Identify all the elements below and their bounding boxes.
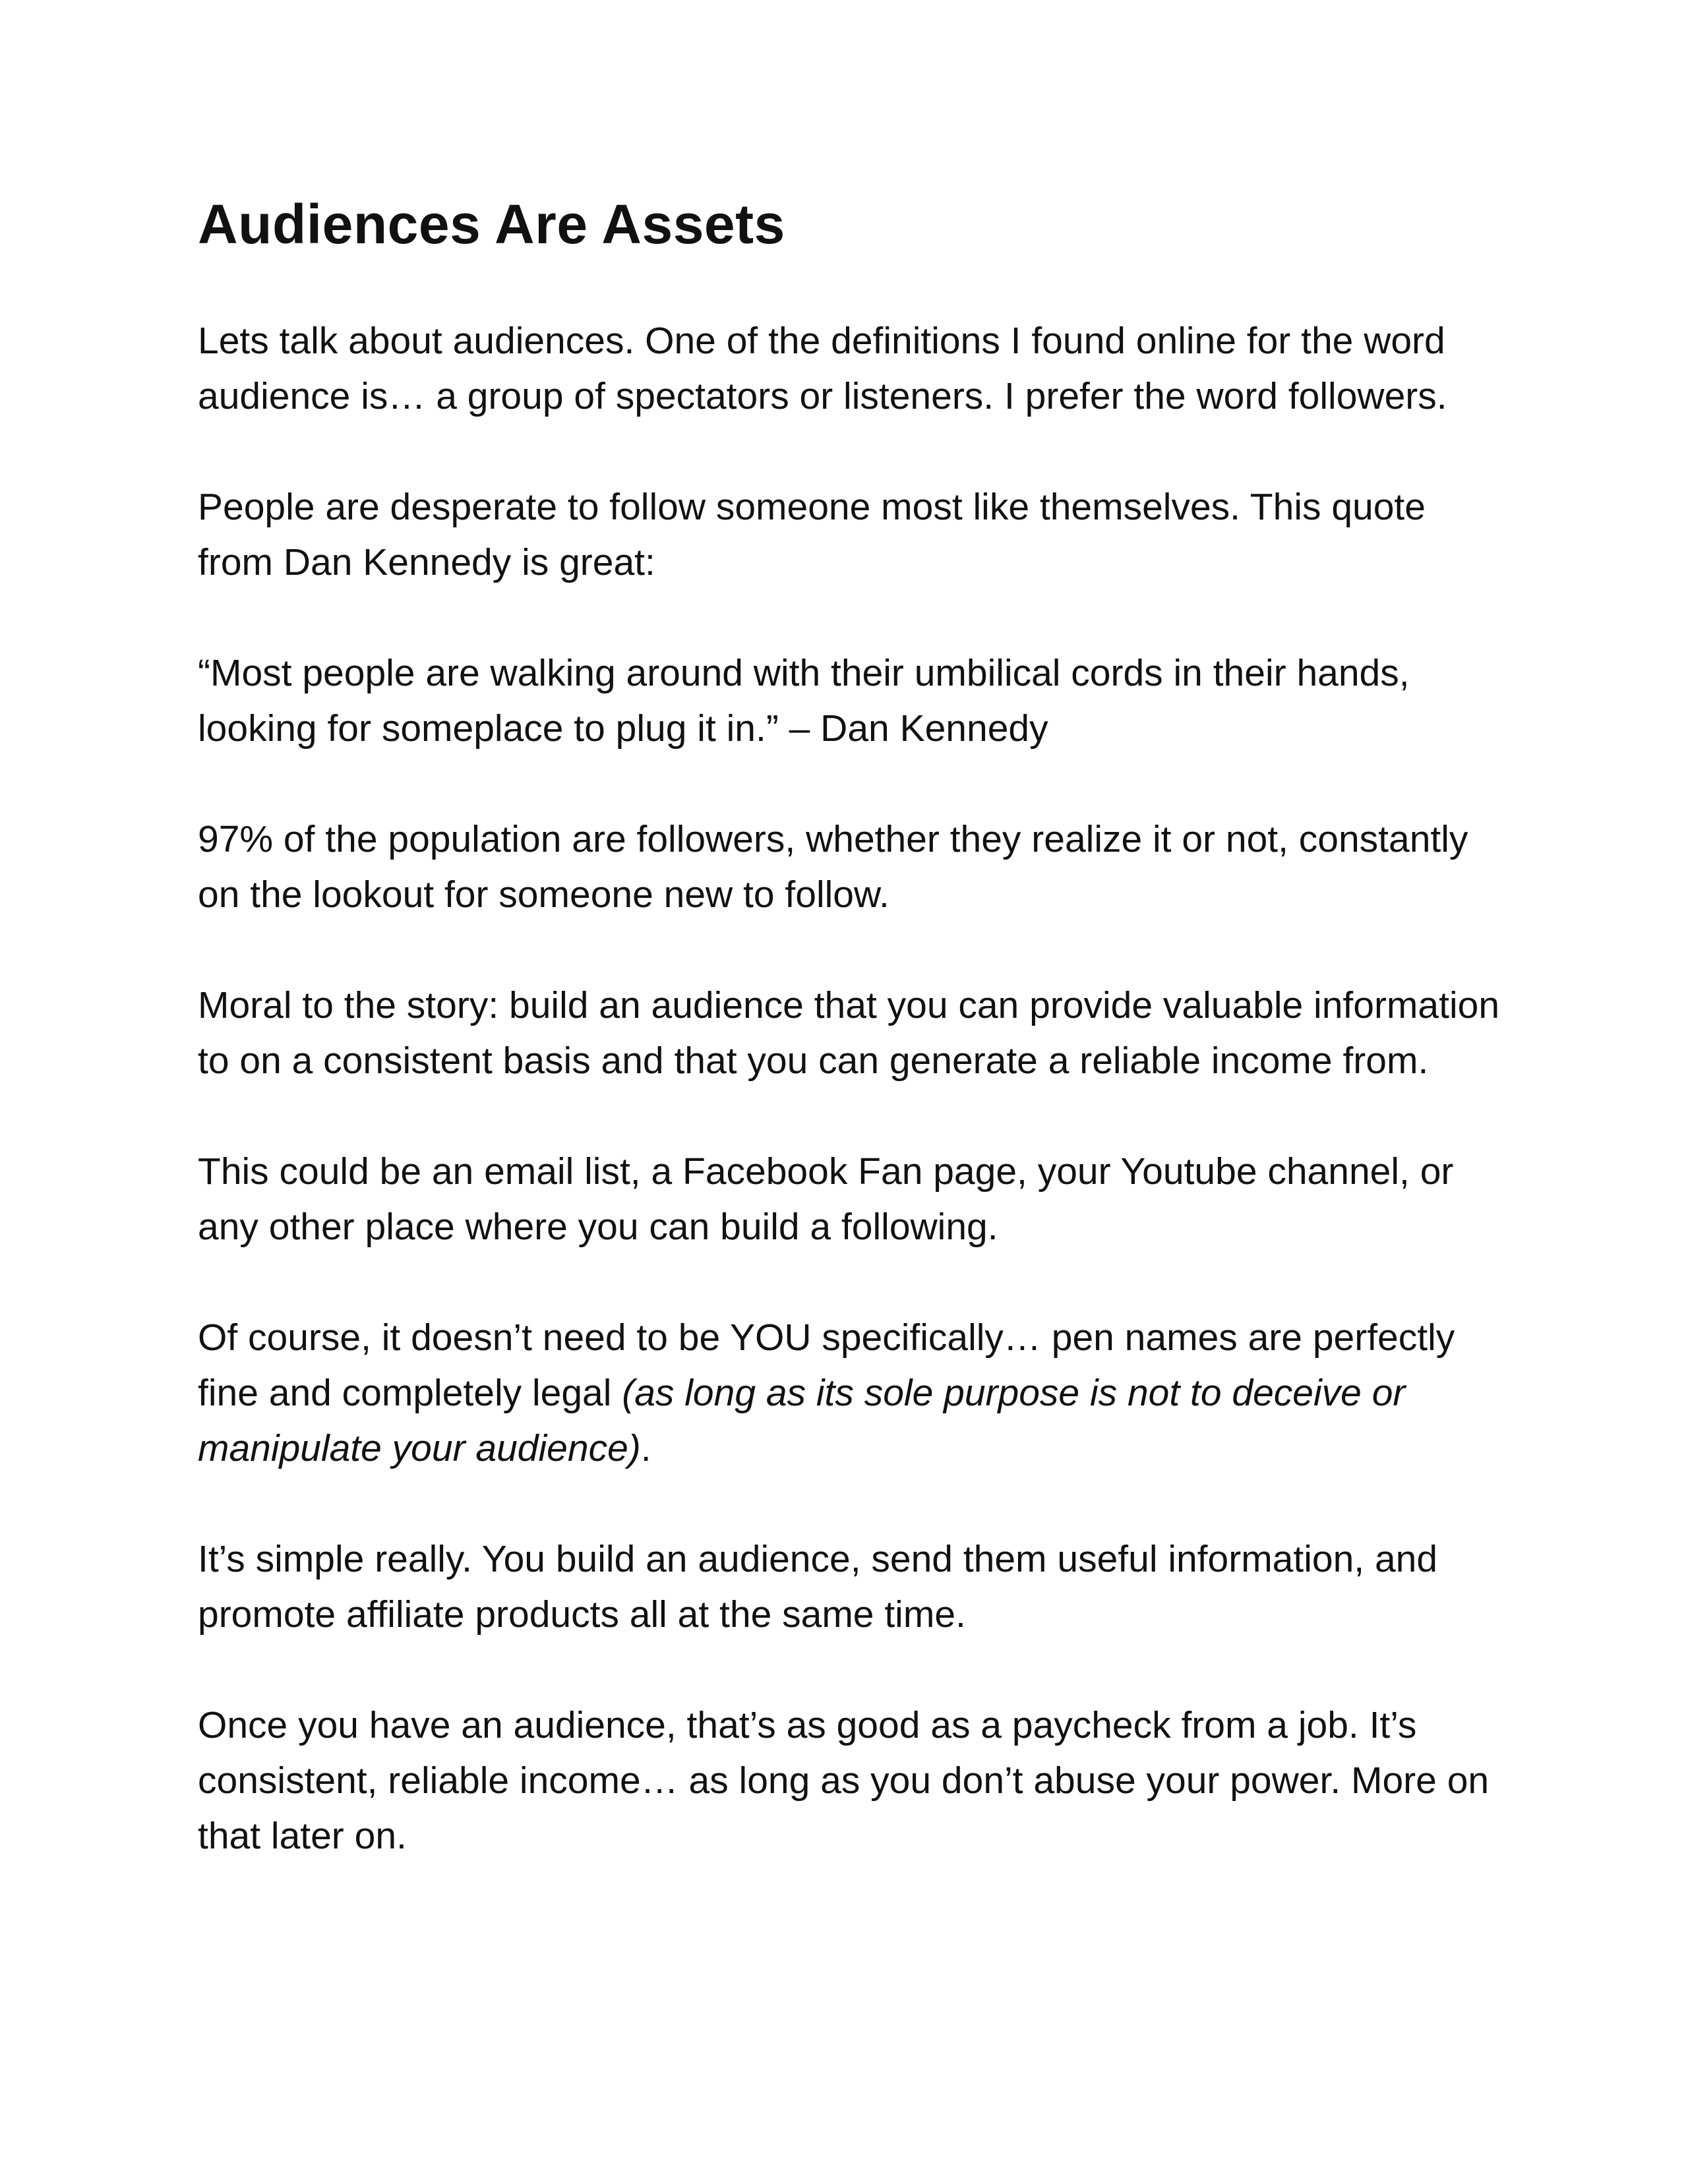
paragraph-7-text: Of course, it doesn’t need to be YOU specifically… pen names are perfectly fine and completely legal [198, 1316, 1455, 1414]
paragraph-8: It’s simple really. You build an audience, send them useful information, and promote affiliate products all at the same time. [198, 1537, 1438, 1636]
document-page [198, 191, 1503, 1919]
paragraph-2: People are desperate to follow someone most like themselves. This quote from Dan Kennedy is great: [198, 485, 1426, 583]
paragraph-9: Once you have an audience, that’s as good as a paycheck from a job. It’s consistent, reliable income… as long as you don’t abuse your power. More on that later on. [198, 1703, 1490, 1857]
paragraph-7-end: . [640, 1427, 651, 1469]
page-title: Audiences Are Assets [198, 193, 785, 255]
paragraph-5: Moral to the story: build an audience that you can provide valuable information to on a consistent basis and that you can generate a reliable income from. [198, 984, 1500, 1082]
paragraph-1: Lets talk about audiences. One of the definitions I found online for the word audience is… a group of spectators or listeners. I prefer the word followers. [198, 319, 1447, 417]
paragraph-7-italic: (as long as its sole purpose is not to deceive or manipulate your audience) [198, 1371, 1406, 1469]
paragraph-4: 97% of the population are followers, whether they realize it or not, constantly on the lookout for someone new to follow. [198, 817, 1468, 916]
paragraph-7 [198, 1310, 1503, 1476]
quote-paragraph: “Most people are walking around with their umbilical cords in their hands, looking for someplace to plug it in.” – Dan Kennedy [198, 651, 1410, 750]
paragraph-6: This could be an email list, a Facebook Fan page, your Youtube channel, or any other place where you can build a following. [198, 1150, 1454, 1248]
